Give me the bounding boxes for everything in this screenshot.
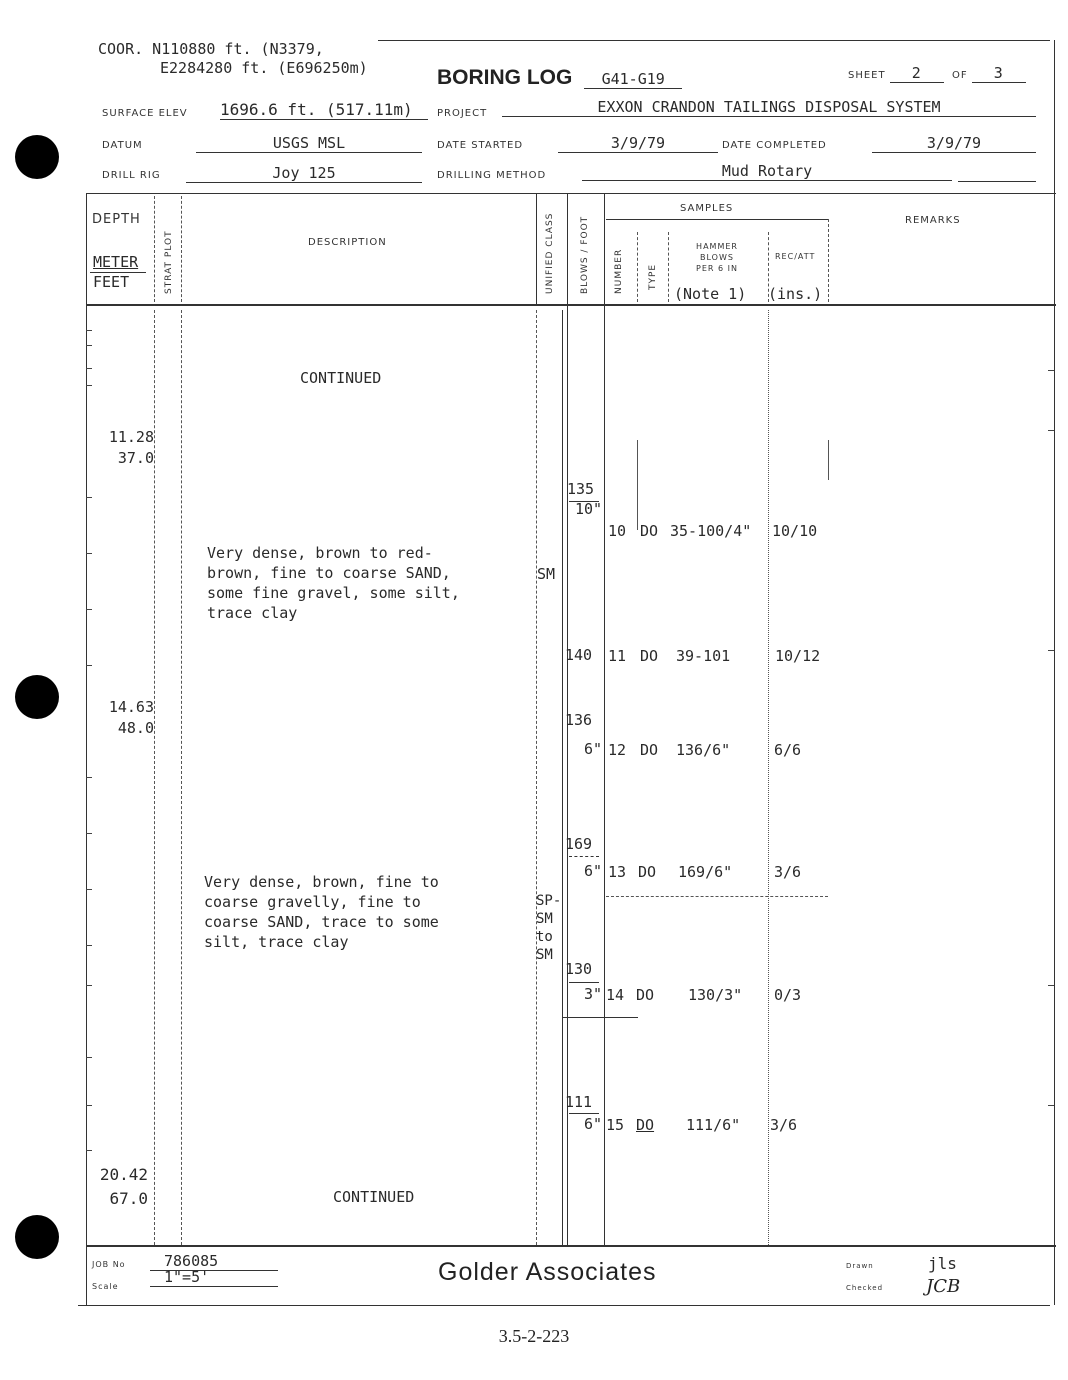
- col-description: DESCRIPTION: [308, 237, 387, 248]
- sample-type: DO: [638, 863, 657, 881]
- depth-feet-2: 48.0: [117, 719, 154, 737]
- col-hammer: [672, 241, 762, 274]
- title: BORING LOG: [437, 66, 573, 89]
- depth-meter-2: 14.63: [108, 698, 154, 716]
- sample-number: 14: [606, 986, 625, 1004]
- sample-number: 10: [608, 522, 627, 540]
- footer-rule: [86, 1245, 1056, 1247]
- class2-line: SM: [536, 947, 553, 963]
- hammer-blows: 136/6": [676, 741, 731, 759]
- blows-length: 6": [584, 862, 603, 880]
- col-feet: FEET: [93, 273, 130, 291]
- continued-bottom: CONTINUED: [333, 1188, 415, 1206]
- depth-feet-1: 37.0: [117, 449, 154, 467]
- header-rule: [86, 193, 1056, 194]
- col-rec-att: REC/ATT: [775, 252, 816, 261]
- date-started-label: DATE STARTED: [437, 140, 524, 151]
- blows-length: 6": [584, 740, 603, 758]
- job-no: 786085: [150, 1252, 278, 1271]
- log-title: [437, 66, 682, 90]
- hammer-blows: 169/6": [678, 863, 733, 881]
- sheet-total: 3: [972, 64, 1026, 83]
- drilling-method: Mud Rotary: [582, 162, 952, 181]
- sample-type: DO: [636, 1116, 655, 1134]
- hammer-blows: 130/3": [688, 986, 743, 1004]
- surface-elev: 1696.6 ft. (517.11m): [220, 100, 428, 120]
- job-no-label: JOB No: [92, 1260, 126, 1269]
- col-strat-plot: STRAT PLOT: [164, 230, 174, 294]
- sample-type: DO: [636, 986, 655, 1004]
- col-meter: METER: [93, 253, 139, 271]
- project-label: PROJECT: [437, 108, 488, 119]
- scale-label: Scale: [92, 1282, 119, 1291]
- depth-mark-2: [92, 697, 154, 739]
- date-completed: 3/9/79: [872, 134, 1036, 153]
- coor-line-1: COOR. N110880 ft. (N3379,: [98, 40, 324, 58]
- col-unified-class: UNIFIED CLASS: [545, 212, 555, 294]
- coordinates: [98, 40, 368, 78]
- unified-class-1: SM: [537, 565, 556, 583]
- checked-label: Checked: [846, 1284, 884, 1292]
- class2-line: SM: [536, 911, 553, 927]
- blows-length: 6": [584, 1115, 603, 1133]
- col-rec-units: (ins.): [768, 285, 823, 303]
- class2-line: to: [536, 929, 553, 945]
- col-blows-foot: BLOWS / FOOT: [580, 215, 590, 294]
- depth-meter-3: 20.42: [99, 1165, 148, 1184]
- class2-line: SP-: [536, 893, 562, 909]
- blows-length: 3": [584, 985, 603, 1003]
- recovery: 3/6: [770, 1116, 798, 1134]
- continued-top: CONTINUED: [300, 369, 382, 387]
- sample-type: DO: [640, 647, 659, 665]
- blows-value: 111: [565, 1093, 593, 1111]
- blows-length: 10": [575, 500, 603, 518]
- hammer-blows: 35-100/4": [670, 522, 752, 540]
- page-number: 3.5-2-223: [498, 1326, 570, 1346]
- binder-hole-middle: [15, 675, 59, 719]
- col-remarks: REMARKS: [905, 215, 961, 226]
- company-name: Golder Associates: [438, 1258, 657, 1286]
- drilling-method-label: DRILLING METHOD: [437, 170, 547, 181]
- blows-value: 135: [567, 480, 595, 498]
- sample-number: 13: [608, 863, 627, 881]
- date-completed-label: DATE COMPLETED: [722, 140, 827, 151]
- description-layer-1: [207, 543, 460, 623]
- desc1-line: brown, fine to coarse SAND,: [207, 564, 451, 582]
- desc1-line: Very dense, brown to red-: [207, 544, 433, 562]
- date-started: 3/9/79: [558, 134, 718, 153]
- drawn-label: Drawn: [846, 1262, 874, 1270]
- hammer-blows: 39-101: [676, 647, 731, 665]
- desc2-line: silt, trace clay: [204, 933, 349, 951]
- col-hammer-line3: PER 6 IN: [696, 264, 738, 273]
- binder-hole-top: [15, 135, 59, 179]
- desc2-line: coarse gravelly, fine to: [204, 893, 421, 911]
- recovery: 0/3: [774, 986, 802, 1004]
- checked-by: JCB: [926, 1276, 961, 1297]
- blows-value: 136: [565, 711, 593, 729]
- hammer-blows: 111/6": [686, 1116, 741, 1134]
- boring-id: G41-G19: [584, 70, 682, 89]
- desc2-line: Very dense, brown, fine to: [204, 873, 439, 891]
- drawn-by: jls: [928, 1254, 957, 1273]
- sample-number: 11: [608, 647, 627, 665]
- sample-type: DO: [640, 522, 659, 540]
- sheet-label: SHEET: [848, 70, 886, 81]
- desc1-line: some fine gravel, some silt,: [207, 584, 460, 602]
- recovery: 6/6: [774, 741, 802, 759]
- sample-number: 15: [606, 1116, 625, 1134]
- recovery: 10/10: [772, 522, 818, 540]
- sheet-number: 2: [890, 64, 944, 83]
- col-hammer-note: (Note 1): [674, 285, 747, 303]
- col-type: TYPE: [648, 263, 658, 290]
- surface-elev-label: SURFACE ELEV: [102, 108, 188, 119]
- datum-label: DATUM: [102, 140, 143, 151]
- col-samples: SAMPLES: [680, 203, 734, 214]
- description-layer-2: [204, 872, 439, 952]
- depth-mark-3: [86, 1163, 148, 1211]
- column-header-rule: [86, 304, 1056, 306]
- blows-value: 130: [565, 960, 593, 978]
- desc1-line: trace clay: [207, 604, 298, 622]
- desc2-line: coarse SAND, trace to some: [204, 913, 439, 931]
- unified-class-2: [536, 892, 561, 964]
- col-hammer-line2: BLOWS: [700, 253, 734, 262]
- col-hammer-line1: HAMMER: [696, 242, 738, 251]
- col-depth: DEPTH: [92, 212, 141, 227]
- sheet-info: [848, 64, 1026, 83]
- drill-rig-label: DRILL RIG: [102, 170, 161, 181]
- recovery: 10/12: [775, 647, 821, 665]
- depth-feet-3: 67.0: [109, 1189, 148, 1208]
- of-label: OF: [952, 70, 968, 81]
- sample-number: 12: [608, 741, 627, 759]
- project-name: EXXON CRANDON TAILINGS DISPOSAL SYSTEM: [502, 98, 1036, 117]
- sample-type: DO: [640, 741, 659, 759]
- blows-value: 140: [565, 646, 593, 664]
- depth-meter-1: 11.28: [108, 428, 154, 446]
- recovery: 3/6: [774, 863, 802, 881]
- datum: USGS MSL: [196, 134, 422, 153]
- coor-line-2: E2284280 ft. (E696250m): [160, 59, 368, 77]
- binder-hole-bottom: [15, 1215, 59, 1259]
- depth-mark-1: [92, 427, 154, 469]
- drill-rig: Joy 125: [186, 164, 422, 183]
- scale: 1"=5': [150, 1268, 278, 1287]
- blows-value: 169: [565, 835, 593, 853]
- col-number: NUMBER: [614, 248, 624, 294]
